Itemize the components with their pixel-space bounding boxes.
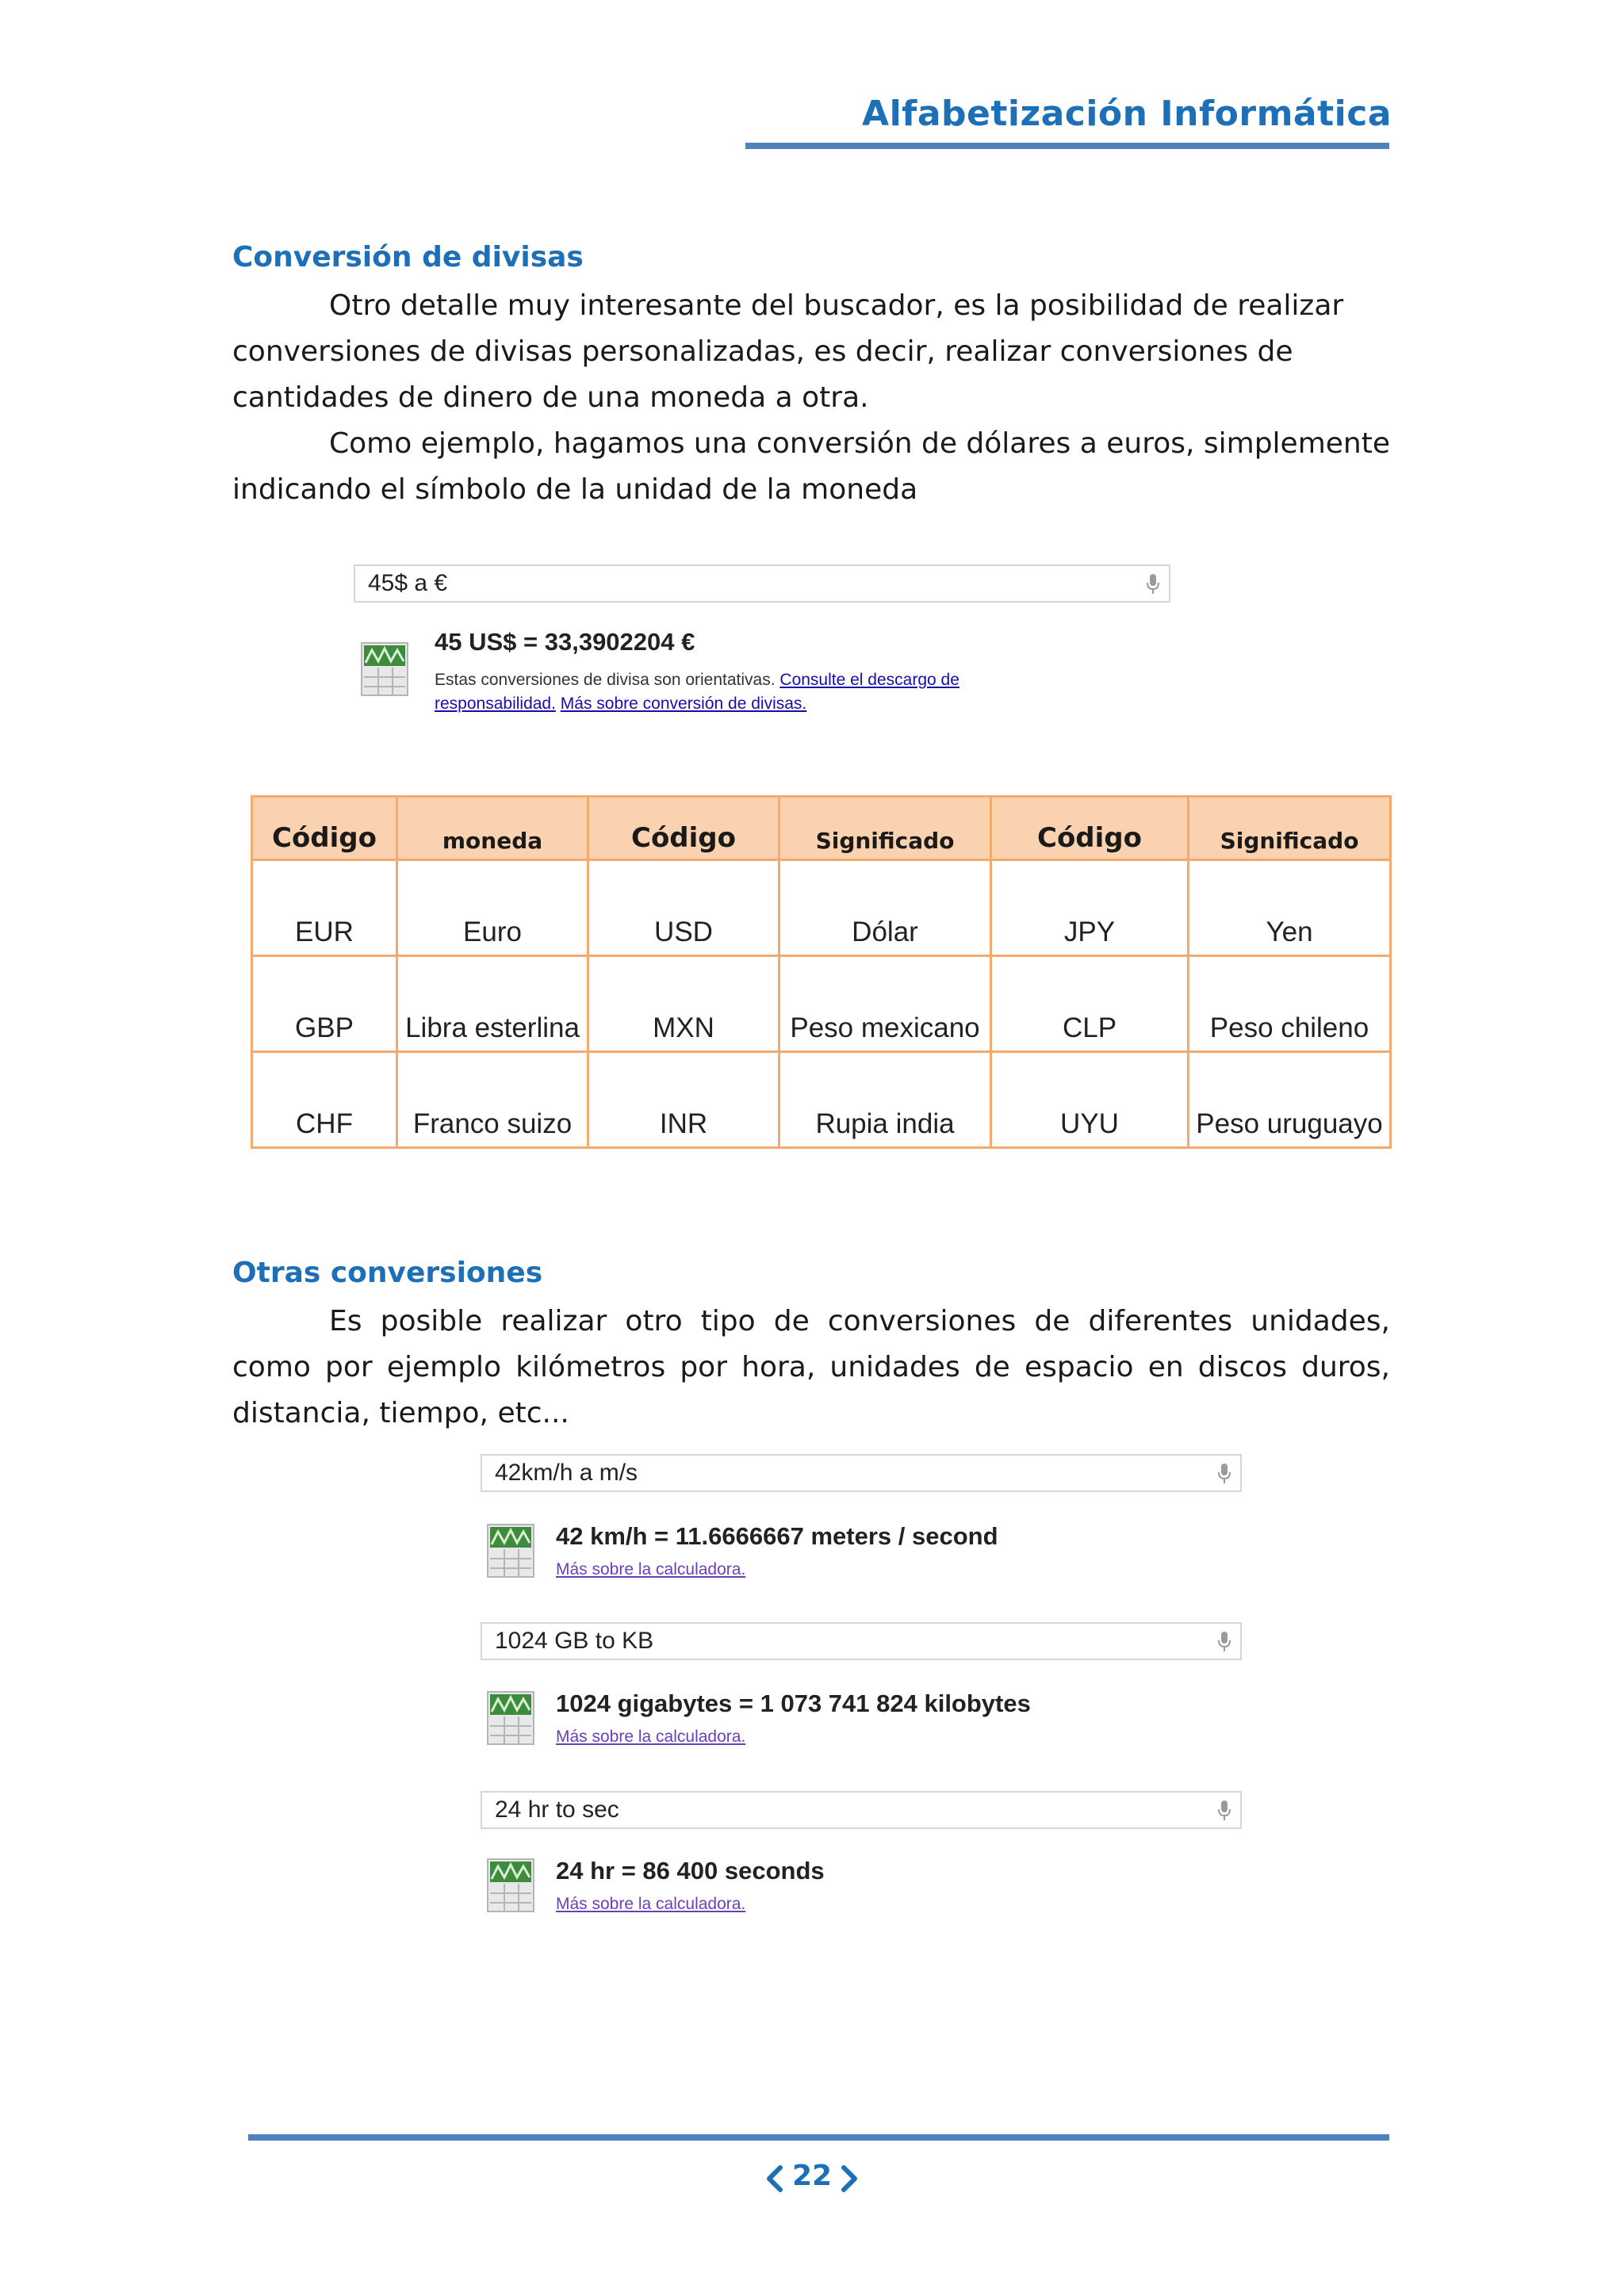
conversion-search-box[interactable]	[481, 1622, 1242, 1660]
search-query: 45$ a €	[368, 570, 448, 596]
calculator-icon	[487, 1858, 534, 1912]
paragraph-divisas-1: Otro detalle muy interesante del buscador, es la posibilidad de realizar conversiones de divisas personalizadas, es decir, realizar conversiones de cantidades de dinero de una moneda a otra.	[232, 289, 1344, 414]
more-currency-link[interactable]: Más sobre conversión de divisas.	[560, 695, 807, 713]
conversion-result: 1024 gigabytes = 1 073 741 824 kilobytes	[556, 1689, 1031, 1717]
header-title: Alfabetización Informática	[862, 94, 1392, 134]
table-cell: Euro	[397, 860, 588, 956]
conversion-result: 42 km/h = 11.6666667 meters / second	[556, 1522, 998, 1550]
table-cell: Peso mexicano	[779, 956, 991, 1052]
calculator-link[interactable]: Más sobre la calculadora.	[556, 1728, 746, 1746]
currency-codes-table	[251, 795, 1392, 1149]
microphone-icon[interactable]	[1216, 1630, 1232, 1654]
conversion-result: 24 hr = 86 400 seconds	[556, 1857, 825, 1885]
header-rule	[745, 143, 1389, 149]
table-cell: CHF	[252, 1052, 397, 1148]
table-header-cell: Código	[991, 797, 1189, 860]
table-row	[252, 956, 1391, 1052]
table-cell: Franco suizo	[397, 1052, 588, 1148]
section-title-divisas: Conversión de divisas	[232, 241, 584, 274]
section-title-otras: Otras conversiones	[232, 1257, 543, 1289]
page-number: 22	[791, 2160, 833, 2192]
table-header-cell: moneda	[397, 797, 588, 860]
table-cell: Libra esterlina	[397, 956, 588, 1052]
table-cell: EUR	[252, 860, 397, 956]
chevron-right-icon	[839, 2164, 860, 2193]
currency-search-box[interactable]	[354, 564, 1170, 603]
calculator-link[interactable]: Más sobre la calculadora.	[556, 1895, 746, 1913]
microphone-icon[interactable]	[1216, 1799, 1232, 1823]
table-cell: Rupia india	[779, 1052, 991, 1148]
microphone-icon[interactable]	[1216, 1462, 1232, 1486]
search-query: 42km/h a m/s	[495, 1460, 638, 1486]
footer-rule	[248, 2134, 1389, 2141]
table-header-row	[252, 797, 1391, 860]
search-query: 1024 GB to KB	[495, 1628, 654, 1654]
search-query: 24 hr to sec	[495, 1797, 619, 1823]
table-cell: CLP	[991, 956, 1189, 1052]
microphone-icon[interactable]	[1145, 572, 1161, 596]
conversion-search-box[interactable]	[481, 1791, 1242, 1829]
calculator-link[interactable]: Más sobre la calculadora.	[556, 1560, 746, 1578]
table-header-cell: Significado	[779, 797, 991, 860]
table-cell: Yen	[1189, 860, 1391, 956]
table-row	[252, 860, 1391, 956]
table-header-cell: Código	[588, 797, 779, 860]
calculator-icon	[361, 642, 408, 696]
calculator-icon	[487, 1691, 534, 1745]
paragraph-divisas-2: Como ejemplo, hagamos una conversión de dólares a euros, simplemente indicando el símbolo de la unidad de la moneda	[232, 427, 1390, 506]
table-cell: JPY	[991, 860, 1189, 956]
table-header-cell: Código	[252, 797, 397, 860]
table-cell: GBP	[252, 956, 397, 1052]
currency-note-text: Estas conversiones de divisa son orientativas.	[435, 671, 776, 689]
table-cell: USD	[588, 860, 779, 956]
currency-note	[435, 668, 1069, 716]
calculator-icon	[487, 1524, 534, 1578]
table-cell: Peso chileno	[1189, 956, 1391, 1052]
conversion-search-box[interactable]	[481, 1454, 1242, 1492]
table-cell: MXN	[588, 956, 779, 1052]
currency-result: 45 US$ = 33,3902204 €	[435, 628, 695, 656]
table-row	[252, 1052, 1391, 1148]
disclaimer-link[interactable]: Consulte el descargo de responsabilidad.	[435, 671, 959, 713]
table-cell: UYU	[991, 1052, 1189, 1148]
table-cell: Dólar	[779, 860, 991, 956]
paragraph-otras: Es posible realizar otro tipo de conversiones de diferentes unidades, como por ejemplo kilómetros por hora, unidades de espacio en discos duros, distancia, tiempo, etc...	[232, 1305, 1390, 1429]
table-cell: INR	[588, 1052, 779, 1148]
table-header-cell: Significado	[1189, 797, 1391, 860]
table-cell: Peso uruguayo	[1189, 1052, 1391, 1148]
